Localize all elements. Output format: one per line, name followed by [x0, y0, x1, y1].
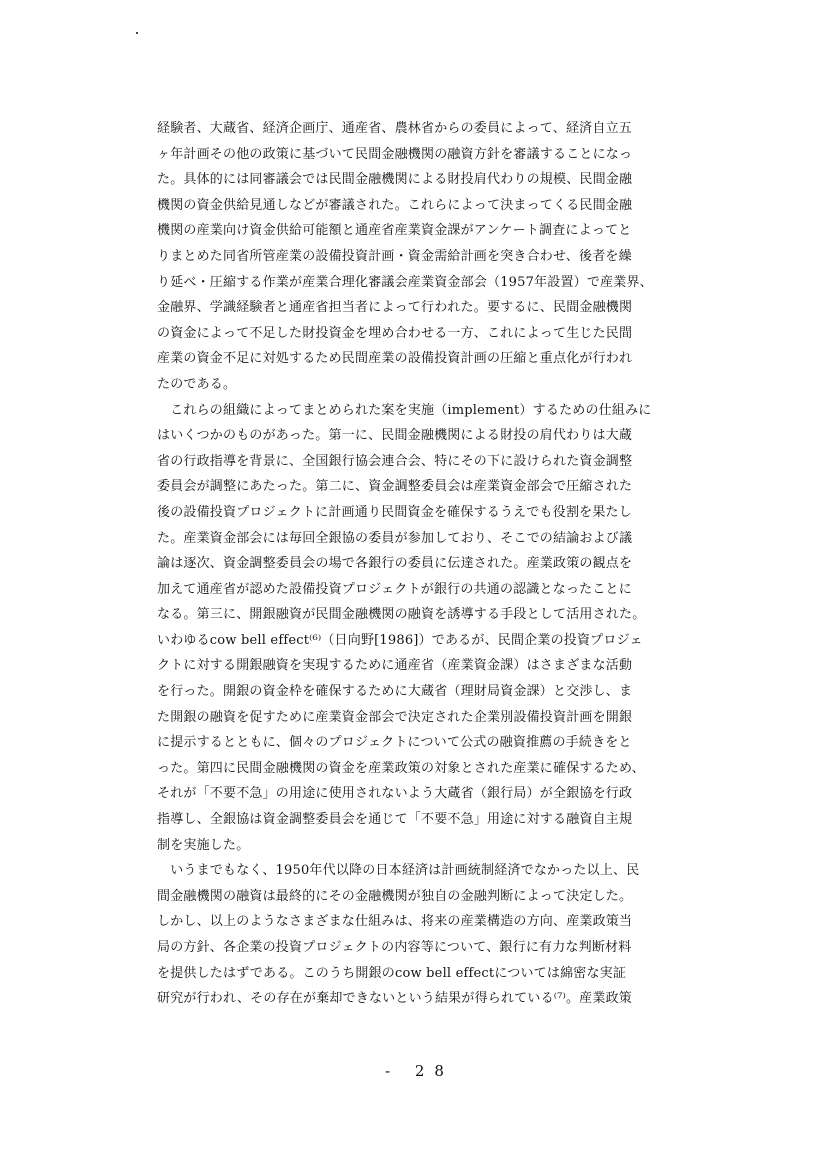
text-line: それが「不要不急」の用途に使用されないよう大蔵省（銀行局）が全銀協を行政 [157, 786, 633, 802]
text-line: なる。第三に、開銀融資が民間金融機関の融資を誘導する手段として活用された。 [157, 607, 646, 623]
page-number: - 28 [385, 1062, 454, 1080]
text-line: たのである。 [157, 376, 237, 392]
text-line: 省の行政指導を背景に、全国銀行協会連合会、特にその下に設けられた資金調整 [157, 453, 633, 469]
text-line: 制を実施した。 [157, 837, 250, 853]
text-line: クトに対する開銀融資を実現するために通産省（産業資金課）はさまざまな活動 [157, 658, 633, 674]
text-line: 研究が行われ、その存在が棄却できないという結果が得られている⁽⁷⁾。産業政策 [157, 991, 632, 1007]
body-text [157, 116, 717, 1012]
text-line: 後の設備投資プロジェクトに計画通り民間資金を確保するうえでも役割を果たし [157, 504, 632, 520]
text-line: 局の方針、各企業の投資プロジェクトの内容等について、銀行に有力な判断材料 [157, 940, 632, 955]
text-line: 指導し、全銀協は資金調整委員会を通じて「不要不急」用途に対する融資自主規 [157, 812, 633, 828]
text-line: 金融界、学識経験者と通産省担当者によって行われた。要するに、民間金融機関 [157, 300, 633, 316]
text-line: った。第四に民間金融機関の資金を産業政策の対象とされた産業に確保するため、 [157, 760, 645, 776]
text-line: 間金融機関の融資は最終的にその金融機関が独自の金融判断によって決定した。 [157, 888, 633, 904]
text-line: 機関の産業向け資金供給可能額と通産省産業資金課がアンケート調査によってと [157, 223, 632, 239]
text-line: 論は逐次、資金調整委員会の場で各銀行の委員に伝達された。産業政策の観点を [157, 556, 633, 572]
text-line: た。具体的には同審議会では民間金融機関による財投肩代わりの規模、民間金融 [157, 172, 633, 188]
text-line: に提示するとともに、個々のプロジェクトについて公式の融資推薦の手続きをと [157, 735, 632, 751]
text-line: しかし、以上のようなさまざまな仕組みは、将来の産業構造の方向、産業政策当 [157, 914, 633, 930]
text-line: の資金によって不足した財投資金を埋め合わせる一方、これによって生じた民間 [157, 325, 633, 341]
text-line: 加えて通産省が認めた設備投資プロジェクトが銀行の共通の認識となったことに [157, 581, 632, 597]
text-line: これらの組織によってまとめられた案を実施（implement）するための仕組みに [157, 402, 652, 418]
text-line: た開銀の融資を促すために産業資金部会で決定された企業別設備投資計画を開銀 [157, 709, 633, 725]
text-line: りまとめた同省所管産業の設備投資計画・資金需給計画を突き合わせ、後者を繰 [157, 248, 632, 264]
text-line: り延べ・圧縮する作業が産業合理化審議会産業資金部会（1957年設置）で産業界、 [157, 274, 653, 290]
text-line: 機関の資金供給見通しなどが審議された。これらによって決まってくる民間金融 [157, 197, 633, 213]
text-line: いうまでもなく、1950年代以降の日本経済は計画統制経済でなかった以上、民 [157, 863, 640, 879]
scan-speck [136, 32, 138, 34]
text-line: はいくつかのものがあった。第一に、民間金融機関による財投の肩代わりは大蔵 [157, 428, 633, 444]
text-line: いわゆるcow bell effect⁽⁶⁾（日向野[1986]）であるが、民間企業の投資プロジェ [157, 632, 643, 648]
text-line: 委員会が調整にあたった。第二に、資金調整委員会は産業資金部会で圧縮された [157, 479, 633, 495]
text-line: 経験者、大蔵省、経済企画庁、通産省、農林省からの委員によって、経済自立五 [157, 121, 632, 136]
text-line: ヶ年計画その他の政策に基づいて民間金融機関の融資方針を審議することになっ [157, 146, 633, 162]
text-line: 産業の資金不足に対処するため民間産業の設備投資計画の圧縮と重点化が行われ [157, 351, 633, 367]
text-line: を提供したはずである。このうち開銀のcow bell effectについては綿密な実証 [157, 965, 627, 981]
text-line: を行った。開銀の資金枠を確保するために大蔵省（理財局資金課）と交渉し、ま [157, 684, 633, 700]
text-line: た。産業資金部会には毎回全銀協の委員が参加しており、そこでの結論および議 [157, 530, 633, 546]
